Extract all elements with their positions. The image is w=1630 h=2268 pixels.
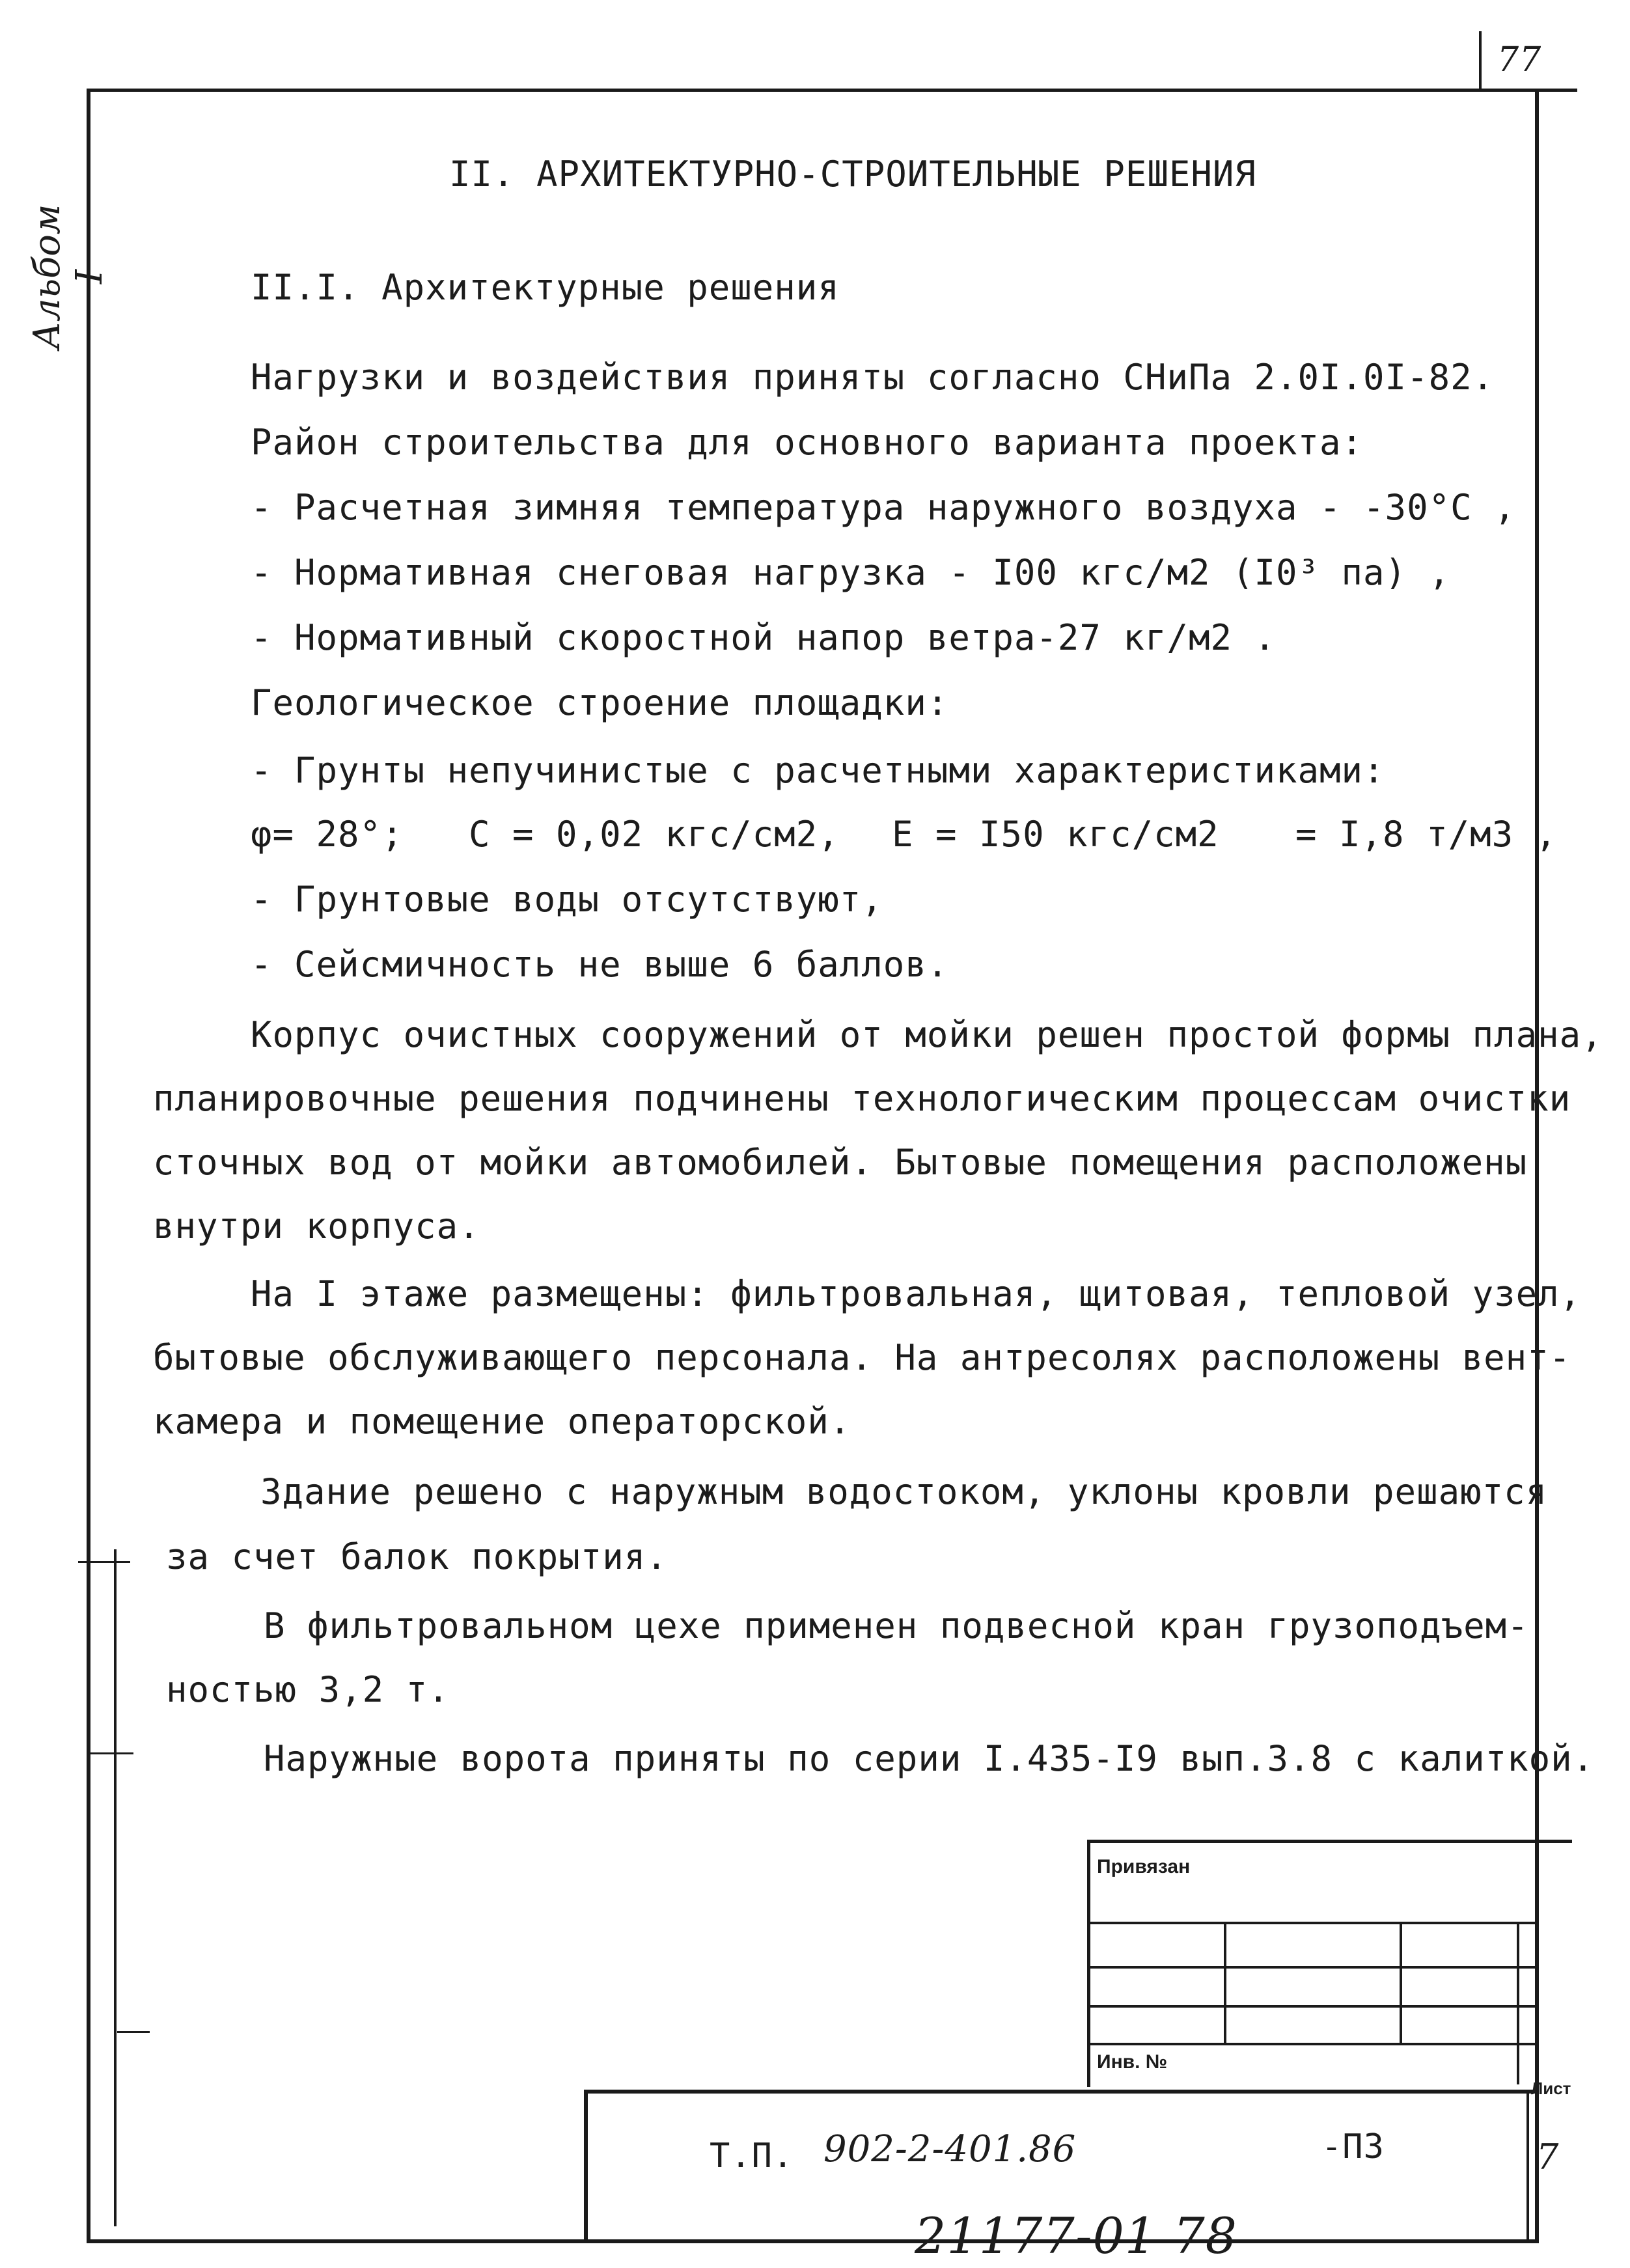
text-line: Нагрузки и воздействия приняты согласно СНиПа 2.0I.0I-82. xyxy=(251,357,1495,398)
doc-prefix: Т.П. xyxy=(710,2137,794,2176)
text-line: - Грунты непучинистые с расчетными характеристиками: xyxy=(251,750,1385,791)
paragraph-line: В фильтровальном цехе применен подвесной кран грузоподъем- xyxy=(264,1605,1529,1646)
text-line: - Грунтовые воды отсутствуют, xyxy=(251,879,883,920)
text-line: - Сейсмичность не выше 6 баллов. xyxy=(251,944,949,985)
paragraph-line: сточных вод от мойки автомобилей. Бытовые помещения расположены xyxy=(153,1142,1528,1183)
margin-note: Альбом I xyxy=(26,204,111,350)
bottom-number: 21177-01 78 xyxy=(915,2207,1238,2265)
text-line: Геологическое строение площадки: xyxy=(251,682,949,723)
stamp-sheet-label: Лист xyxy=(1531,2079,1571,2098)
paragraph-line: Здание решено с наружным водостоком, уклоны кровли решаются xyxy=(260,1471,1548,1512)
stamp-sheet-divider xyxy=(1526,2090,1529,2239)
paragraph-line: Корпус очистных сооружений от мойки решен простой формы плана, xyxy=(251,1014,1603,1055)
stamp-hline-1 xyxy=(1087,1922,1536,1924)
paragraph-line: за счет балок покрытия. xyxy=(166,1536,668,1577)
binding-line xyxy=(114,1549,117,2226)
stamp-hline-2 xyxy=(1087,1966,1536,1969)
section-heading: II. АРХИТЕКТУРНО-СТРОИТЕЛЬНЫЕ РЕШЕНИЯ xyxy=(449,154,1256,195)
binding-tick-1 xyxy=(78,1561,130,1563)
paragraph-line: внутри корпуса. xyxy=(153,1206,480,1247)
frame-top xyxy=(87,89,1577,92)
doc-suffix: -ПЗ xyxy=(1321,2127,1385,2166)
frame-left xyxy=(87,89,90,2243)
binding-tick-3 xyxy=(117,2031,150,2033)
stamp-vline-1 xyxy=(1224,1922,1226,2044)
stamp-sheet-number: 7 xyxy=(1536,2137,1560,2178)
subsection-heading: II.I. Архитектурные решения xyxy=(251,267,840,308)
stamp-vline-2 xyxy=(1400,1922,1402,2044)
binding-tick-2 xyxy=(88,1752,133,1754)
text-line: - Нормативная снеговая нагрузка - I00 кгс/м2 (I0³ па) , xyxy=(251,552,1451,593)
paragraph-line: На I этаже размещены: фильтровальная, щитовая, тепловой узел, xyxy=(251,1273,1582,1314)
stamp-hline-4 xyxy=(1087,2043,1536,2045)
doc-code: 902-2-401.86 xyxy=(823,2128,1077,2170)
text-line: - Нормативный скоростной напор ветра-27 кг/м2 . xyxy=(251,617,1277,658)
page-number: 77 xyxy=(1497,40,1542,79)
soil-c: С = 0,02 кгс/см2, xyxy=(469,814,840,855)
paragraph-line: ностью 3,2 т. xyxy=(166,1669,450,1710)
stamp-bound-label: Привязан xyxy=(1097,1856,1191,1877)
stamp-inv-label: Инв. № xyxy=(1097,2051,1168,2073)
paragraph-line: Наружные ворота приняты по серии I.435-I9 вып.3.8 с калиткой. xyxy=(264,1738,1595,1779)
paragraph-line: бытовые обслуживающего персонала. На антресолях расположены вент- xyxy=(153,1337,1571,1378)
text-line: Район строительства для основного варианта проекта: xyxy=(251,422,1364,463)
stamp-vline-3 xyxy=(1517,1922,1519,2084)
paragraph-line: планировочные решения подчинены технологическим процессам очистки xyxy=(153,1078,1571,1119)
page-number-divider xyxy=(1479,31,1482,91)
text-line: - Расчетная зимняя температура наружного воздуха - -30°С , xyxy=(251,487,1516,528)
soil-e: Е = I50 кгс/см2 xyxy=(892,814,1219,855)
stamp-hline-3 xyxy=(1087,2005,1536,2008)
paragraph-line: камера и помещение операторской. xyxy=(153,1401,851,1442)
soil-gamma: = I,8 т/м3 , xyxy=(1295,814,1558,855)
soil-phi: φ= 28°; xyxy=(251,814,404,855)
